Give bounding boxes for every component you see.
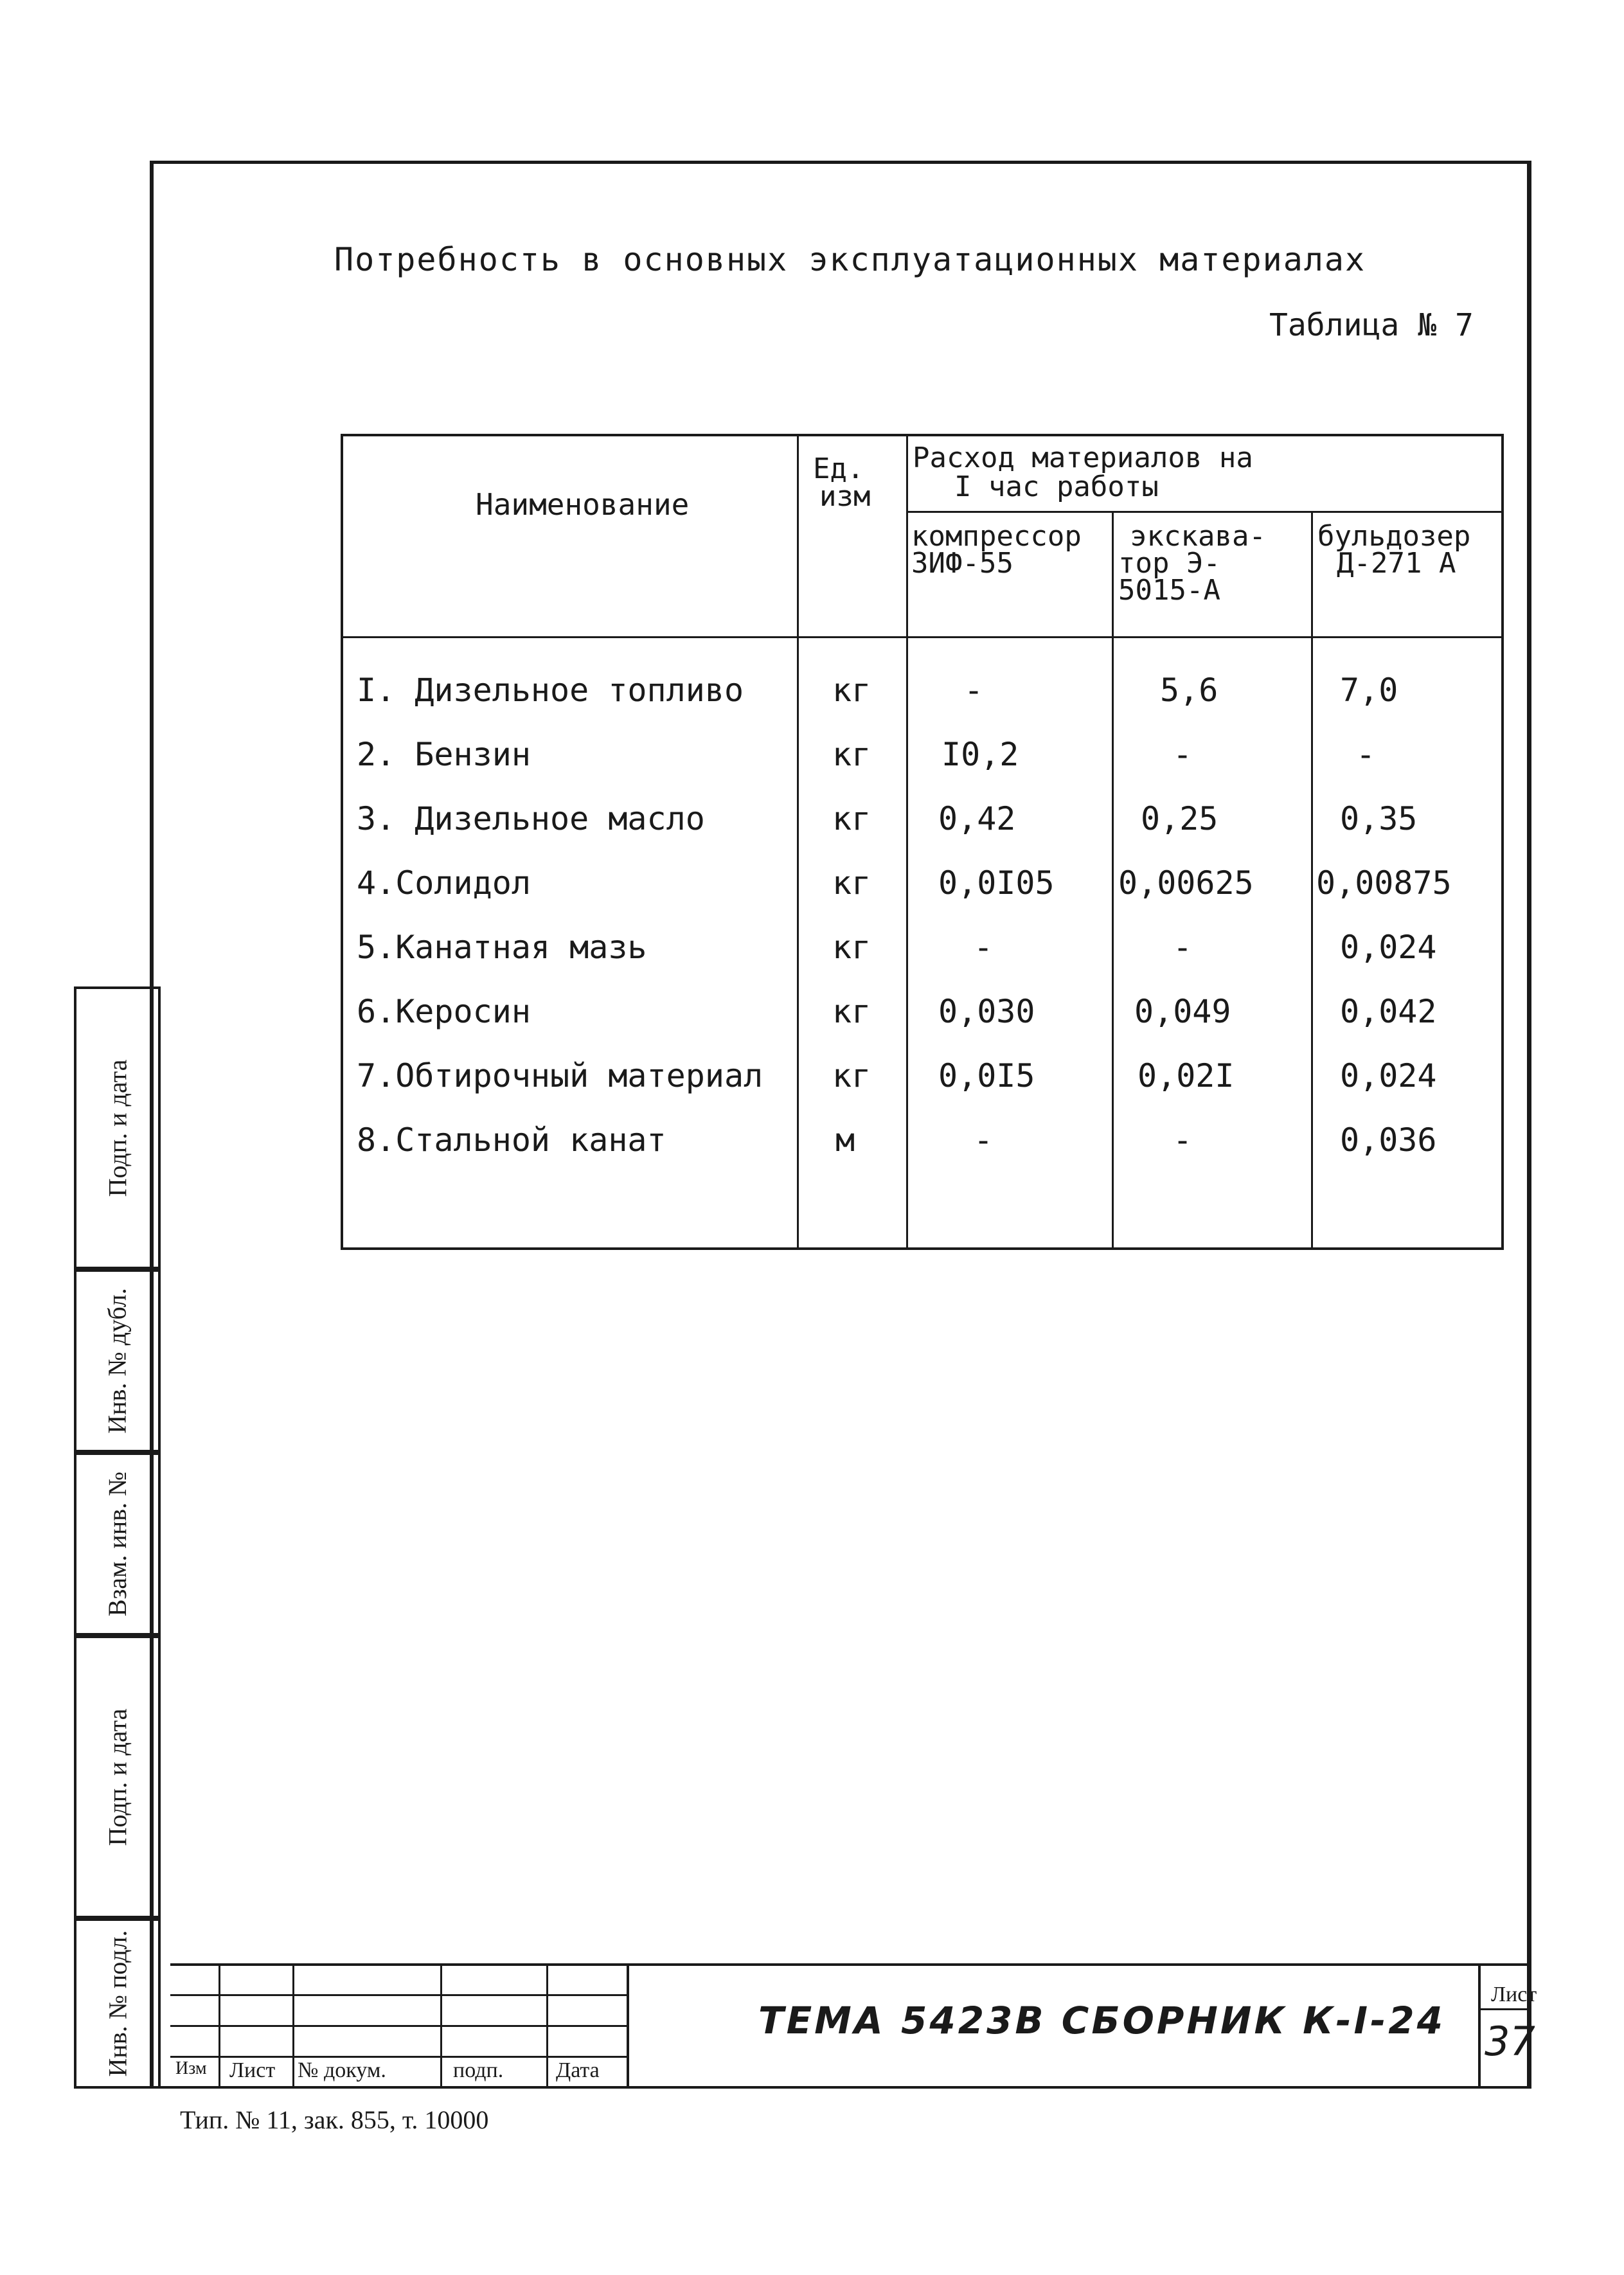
row-unit: кг [832, 993, 871, 1030]
table-row [341, 736, 1504, 800]
row-name: I. Дизельное топливо [357, 672, 744, 709]
table-row [341, 864, 1504, 929]
tb-col-line [627, 1963, 629, 2089]
tb-caption-date: Дата [556, 2058, 600, 2082]
row-c3: 0,042 [1340, 993, 1437, 1030]
tb-top-line [170, 1963, 1531, 1966]
row-c1: - [974, 1121, 994, 1159]
table-row [341, 1057, 1504, 1121]
margin-stamp-replacement-inv [74, 1452, 161, 1636]
designation-stamp: ТЕМА 5423В СБОРНИК К-I-24 [758, 1999, 1445, 2042]
row-c1: I0,2 [941, 736, 1019, 773]
row-unit: кг [832, 736, 871, 773]
row-c2: 0,00625 [1118, 864, 1254, 902]
row-unit: кг [832, 672, 871, 709]
row-name: 3. Дизельное масло [357, 800, 705, 837]
row-c2: 0,049 [1134, 993, 1231, 1030]
row-c1: - [964, 672, 984, 709]
row-c3: - [1356, 736, 1376, 773]
row-name: 7.Обтирочный материал [357, 1057, 763, 1094]
row-c3: 0,036 [1340, 1121, 1437, 1159]
header-unit-line1: Ед. [813, 452, 864, 485]
page-title: Потребность в основных эксплуатационных материалах [334, 241, 1366, 278]
tb-col-line [440, 1963, 442, 2089]
table-bottom-border [341, 1247, 1504, 1250]
tb-col-line [546, 1963, 548, 2089]
margin-stamp-signature-date-2 [74, 1636, 161, 1918]
row-c2: - [1173, 929, 1193, 966]
table-row [341, 929, 1504, 993]
table-row [341, 1121, 1504, 1186]
tb-row-line-3 [170, 2056, 627, 2058]
row-name: 6.Керосин [357, 993, 531, 1030]
header-c2-line3: 5015-А [1118, 574, 1220, 607]
tb-sheet-divider [1478, 2008, 1531, 2010]
margin-stamp-label: Подп. и дата [103, 1059, 132, 1197]
header-group-line1: Расход материалов на [913, 442, 1253, 474]
row-c1: 0,030 [938, 993, 1035, 1030]
row-c2: 0,25 [1141, 800, 1218, 837]
table-row [341, 672, 1504, 736]
row-c1: 0,0I05 [938, 864, 1055, 902]
row-c3: 0,00875 [1316, 864, 1452, 902]
header-group-line2: I час работы [954, 470, 1159, 503]
row-c2: - [1173, 1121, 1193, 1159]
tb-row-line-1 [170, 1994, 627, 1996]
tb-col-line [292, 1963, 294, 2089]
header-name: Наименование [476, 487, 690, 522]
row-c2: - [1173, 736, 1193, 773]
print-info: Тип. № 11, зак. 855, т. 10000 [180, 2105, 489, 2134]
header-c1-line2: ЗИФ-55 [911, 547, 1013, 580]
margin-stamp-duplicate-inv [74, 1269, 161, 1452]
table-number: Таблица № 7 [1269, 307, 1474, 343]
row-c1: 0,42 [938, 800, 1016, 837]
group-header-line [906, 511, 1504, 513]
row-unit: м [835, 1121, 855, 1159]
margin-stamp-signature-date-1 [74, 986, 161, 1269]
row-unit: кг [832, 800, 871, 837]
tb-caption-signature: подп. [453, 2058, 504, 2082]
header-c2-line1: экскава- [1130, 520, 1266, 553]
tb-col-line [1478, 1963, 1481, 2089]
row-c3: 7,0 [1340, 672, 1398, 709]
header-c1-line1: компрессор [911, 520, 1082, 553]
row-c3: 0,35 [1340, 800, 1418, 837]
header-c3-line2: Д-271 А [1337, 547, 1456, 580]
margin-stamp-label: Инв. № подл. [103, 1930, 132, 2077]
row-unit: кг [832, 864, 871, 902]
row-c3: 0,024 [1340, 929, 1437, 966]
row-name: 8.Стальной канат [357, 1121, 666, 1159]
header-c3-line1: бульдозер [1317, 520, 1471, 553]
row-c1: - [974, 929, 994, 966]
sheet-number: 37 [1485, 2018, 1535, 2065]
row-name: 4.Солидол [357, 864, 531, 902]
table-row [341, 800, 1504, 864]
margin-stamp-label: Взам. инв. № [103, 1471, 132, 1617]
tb-caption-document: № докум. [298, 2058, 386, 2082]
sheet-label: Лист [1491, 1983, 1537, 2006]
row-name: 5.Канатная мазь [357, 929, 647, 966]
header-c2-line2: тор Э- [1118, 547, 1220, 580]
margin-stamp-original-inv [74, 1918, 161, 2089]
margin-stamp-label: Подп. и дата [103, 1708, 132, 1846]
row-name: 2. Бензин [357, 736, 531, 773]
table-top-border [341, 434, 1504, 436]
materials-table [341, 434, 1504, 1250]
header-bottom-line [341, 636, 1504, 638]
tb-row-line-2 [170, 2025, 627, 2027]
header-unit-line2: изм [819, 480, 871, 513]
tb-caption-change: Изм [175, 2058, 207, 2078]
tb-col-line [219, 1963, 220, 2089]
row-unit: кг [832, 1057, 871, 1094]
row-c2: 5,6 [1160, 672, 1218, 709]
margin-stamp-label: Инв. № дубл. [103, 1288, 132, 1434]
table-row [341, 993, 1504, 1057]
row-c3: 0,024 [1340, 1057, 1437, 1094]
row-unit: кг [832, 929, 871, 966]
tb-caption-sheet: Лист [229, 2058, 276, 2082]
row-c2: 0,02I [1138, 1057, 1235, 1094]
row-c1: 0,0I5 [938, 1057, 1035, 1094]
